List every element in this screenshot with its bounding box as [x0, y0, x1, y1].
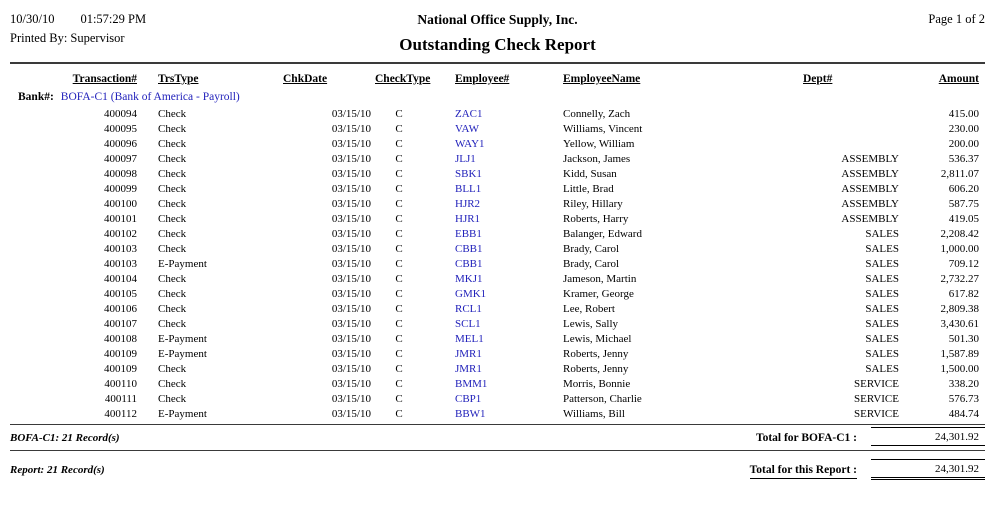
employee-name-cell: Brady, Carol	[563, 242, 620, 255]
trstype-cell: Check	[158, 287, 187, 300]
amount-cell: 338.20	[948, 377, 979, 390]
transaction-cell: 400102	[104, 227, 137, 240]
chkdate-cell: 03/15/10	[331, 347, 371, 360]
employee-link[interactable]: BLL1	[455, 182, 482, 195]
dept-cell	[803, 106, 905, 121]
employee-link[interactable]: JLJ1	[455, 152, 476, 165]
table-row	[10, 256, 985, 271]
trstype-cell: Check	[158, 167, 187, 180]
employee-link[interactable]: EBB1	[455, 227, 482, 240]
amount-cell: 617.82	[948, 287, 979, 300]
amount-cell: 200.00	[948, 137, 979, 150]
bank-link[interactable]: BOFA-C1 (Bank of America - Payroll)	[60, 91, 240, 103]
table-row	[10, 301, 985, 316]
checktype-cell: C	[395, 332, 403, 345]
chkdate-cell: 03/15/10	[331, 407, 371, 420]
chkdate-cell: 03/15/10	[331, 197, 371, 210]
employee-link[interactable]: RCL1	[455, 302, 482, 315]
transaction-cell: 400099	[104, 182, 137, 195]
table-row	[10, 151, 985, 166]
column-header-dept: Dept#	[803, 73, 833, 85]
employee-name-cell: Yellow, William	[563, 137, 635, 150]
dept-cell: SALES	[865, 227, 899, 240]
trstype-cell: Check	[158, 212, 187, 225]
dept-cell: SALES	[865, 317, 899, 330]
trstype-cell: E-Payment	[158, 332, 207, 345]
employee-name-cell: Patterson, Charlie	[563, 392, 642, 405]
employee-name-cell: Connelly, Zach	[563, 107, 631, 120]
trstype-cell: Check	[158, 317, 187, 330]
employee-link[interactable]: JMR1	[455, 362, 482, 375]
dept-cell: SERVICE	[854, 377, 899, 390]
employee-name-cell: Kramer, George	[563, 287, 634, 300]
amount-cell: 576.73	[948, 392, 979, 405]
bank-total-amount: 24,301.92	[871, 427, 985, 446]
trstype-cell: Check	[158, 122, 187, 135]
checktype-cell: C	[395, 167, 403, 180]
employee-name-cell: Brady, Carol	[563, 257, 620, 270]
checktype-cell: C	[395, 302, 403, 315]
dept-cell: SALES	[865, 362, 899, 375]
dept-cell	[803, 121, 905, 136]
report-total-amount: 24,301.92	[871, 459, 985, 480]
page-indicator: Page 1 of 2	[928, 12, 985, 26]
checktype-cell: C	[395, 257, 403, 270]
table-row	[10, 181, 985, 196]
dept-cell: ASSEMBLY	[841, 212, 899, 225]
column-header-trstype: TrsType	[158, 73, 199, 85]
bank-group-row	[10, 89, 985, 106]
employee-link[interactable]: HJR2	[455, 197, 481, 210]
employee-name-cell: Roberts, Jenny	[563, 347, 629, 360]
transaction-cell: 400103	[104, 257, 137, 270]
amount-cell: 709.12	[948, 257, 979, 270]
table-row	[10, 136, 985, 151]
employee-link[interactable]: GMK1	[455, 287, 487, 300]
transaction-cell: 400105	[104, 287, 137, 300]
report-header	[10, 10, 985, 55]
bank-label: Bank#:	[18, 91, 54, 103]
column-header-chkdate: ChkDate	[283, 73, 328, 85]
dept-cell: ASSEMBLY	[841, 182, 899, 195]
employee-link[interactable]: CBP1	[455, 392, 482, 405]
transaction-cell: 400112	[104, 407, 137, 420]
trstype-cell: Check	[158, 152, 187, 165]
trstype-cell: Check	[158, 137, 187, 150]
trstype-cell: Check	[158, 272, 187, 285]
bank-total-row	[10, 425, 985, 450]
table-row	[10, 376, 985, 391]
chkdate-cell: 03/15/10	[331, 377, 371, 390]
print-time: 01:57:29 PM	[80, 12, 147, 26]
transaction-cell: 400103	[104, 242, 137, 255]
chkdate-cell: 03/15/10	[331, 332, 371, 345]
amount-cell: 2,732.27	[940, 272, 979, 285]
employee-link[interactable]: MEL1	[455, 332, 484, 345]
chkdate-cell: 03/15/10	[331, 392, 371, 405]
totals-section	[10, 424, 985, 484]
column-header-amount: Amount	[938, 73, 979, 85]
dept-cell: SERVICE	[854, 407, 899, 420]
amount-cell: 2,208.42	[940, 227, 979, 240]
column-header-employee: Employee#	[455, 73, 510, 85]
table-row	[10, 406, 985, 421]
trstype-cell: Check	[158, 362, 187, 375]
bank-group-cell	[10, 89, 985, 106]
chkdate-cell: 03/15/10	[331, 227, 371, 240]
company-name: National Office Supply, Inc.	[417, 12, 578, 27]
transaction-cell: 400098	[104, 167, 137, 180]
amount-cell: 587.75	[948, 197, 979, 210]
checktype-cell: C	[395, 407, 403, 420]
chkdate-cell: 03/15/10	[331, 362, 371, 375]
transaction-cell: 400109	[104, 347, 137, 360]
report-title: Outstanding Check Report	[399, 35, 596, 54]
employee-name-cell: Williams, Bill	[563, 407, 625, 420]
table-row	[10, 271, 985, 286]
checktype-cell: C	[395, 287, 403, 300]
amount-cell: 536.37	[948, 152, 979, 165]
table-row	[10, 316, 985, 331]
checktype-cell: C	[395, 347, 403, 360]
employee-name-cell: Kidd, Susan	[563, 167, 617, 180]
header-divider	[10, 62, 985, 64]
chkdate-cell: 03/15/10	[331, 242, 371, 255]
chkdate-cell: 03/15/10	[331, 122, 371, 135]
employee-name-cell: Morris, Bonnie	[563, 377, 631, 390]
employee-name-cell: Roberts, Jenny	[563, 362, 629, 375]
transaction-cell: 400100	[104, 197, 137, 210]
employee-name-cell: Roberts, Harry	[563, 212, 629, 225]
table-row	[10, 106, 985, 121]
employee-name-cell: Lewis, Sally	[563, 317, 618, 330]
dept-cell: SALES	[865, 257, 899, 270]
trstype-cell: Check	[158, 227, 187, 240]
dept-cell: ASSEMBLY	[841, 167, 899, 180]
trstype-cell: Check	[158, 302, 187, 315]
table-row	[10, 241, 985, 256]
employee-name-cell: Williams, Vincent	[563, 122, 643, 135]
amount-cell: 606.20	[948, 182, 979, 195]
report-record-count: Report: 21 Record(s)	[10, 464, 105, 476]
trstype-cell: Check	[158, 197, 187, 210]
trstype-cell: E-Payment	[158, 347, 207, 360]
checktype-cell: C	[395, 107, 403, 120]
table-row	[10, 166, 985, 181]
table-row	[10, 286, 985, 301]
amount-cell: 415.00	[948, 107, 979, 120]
report-table-body	[10, 89, 985, 421]
transaction-cell: 400111	[104, 392, 137, 405]
transaction-cell: 400097	[104, 152, 137, 165]
employee-name-cell: Lewis, Michael	[563, 332, 632, 345]
employee-link[interactable]: VAW	[455, 122, 479, 135]
dept-cell: SALES	[865, 287, 899, 300]
transaction-cell: 400104	[104, 272, 137, 285]
chkdate-cell: 03/15/10	[331, 182, 371, 195]
dept-cell: SALES	[865, 302, 899, 315]
employee-name-cell: Riley, Hillary	[563, 197, 623, 210]
checktype-cell: C	[395, 182, 403, 195]
checktype-cell: C	[395, 152, 403, 165]
dept-cell: SALES	[865, 272, 899, 285]
table-row	[10, 391, 985, 406]
table-row	[10, 331, 985, 346]
employee-name-cell: Balanger, Edward	[563, 227, 642, 240]
transaction-cell: 400106	[104, 302, 137, 315]
employee-name-cell: Jackson, James	[563, 152, 631, 165]
transaction-cell: 400107	[104, 317, 137, 330]
chkdate-cell: 03/15/10	[331, 167, 371, 180]
chkdate-cell: 03/15/10	[331, 272, 371, 285]
employee-name-cell: Jameson, Martin	[563, 272, 637, 285]
trstype-cell: Check	[158, 377, 187, 390]
employee-link[interactable]: CBB1	[455, 257, 483, 270]
checktype-cell: C	[395, 377, 403, 390]
amount-cell: 230.00	[948, 122, 979, 135]
chkdate-cell: 03/15/10	[331, 287, 371, 300]
employee-name-cell: Little, Brad	[563, 182, 614, 195]
column-header-checktype: CheckType	[375, 73, 431, 85]
amount-cell: 1,500.00	[940, 362, 979, 375]
checktype-cell: C	[395, 212, 403, 225]
amount-cell: 1,000.00	[940, 242, 979, 255]
amount-cell: 3,430.61	[940, 317, 979, 330]
header-left	[10, 10, 220, 48]
dept-cell: SERVICE	[854, 392, 899, 405]
transaction-cell: 400095	[104, 122, 137, 135]
employee-link[interactable]: JMR1	[455, 347, 482, 360]
checktype-cell: C	[395, 272, 403, 285]
dept-cell: SALES	[865, 347, 899, 360]
employee-link[interactable]: WAY1	[455, 137, 485, 150]
checktype-cell: C	[395, 197, 403, 210]
report-total-row	[10, 451, 985, 484]
employee-link[interactable]: HJR1	[455, 212, 481, 225]
transaction-cell: 400109	[104, 362, 137, 375]
bank-record-count: BOFA-C1: 21 Record(s)	[10, 432, 120, 444]
chkdate-cell: 03/15/10	[331, 317, 371, 330]
table-row	[10, 211, 985, 226]
checktype-cell: C	[395, 137, 403, 150]
report-total-label: Total for this Report :	[750, 459, 857, 479]
bank-total-label: Total for BOFA-C1 :	[755, 432, 857, 444]
printed-by: Printed By: Supervisor	[10, 30, 125, 45]
trstype-cell: E-Payment	[158, 257, 207, 270]
chkdate-cell: 03/15/10	[331, 137, 371, 150]
employee-name-cell: Lee, Robert	[563, 302, 615, 315]
amount-cell: 501.30	[948, 332, 979, 345]
transaction-cell: 400101	[104, 212, 137, 225]
checktype-cell: C	[395, 122, 403, 135]
employee-link[interactable]: SCL1	[455, 317, 481, 330]
employee-link[interactable]: BMM1	[455, 377, 488, 390]
dept-cell	[803, 136, 905, 151]
employee-link[interactable]: BBW1	[455, 407, 486, 420]
employee-link[interactable]: SBK1	[455, 167, 482, 180]
checktype-cell: C	[395, 392, 403, 405]
chkdate-cell: 03/15/10	[331, 107, 371, 120]
column-header-employeename: EmployeeName	[563, 73, 641, 85]
trstype-cell: Check	[158, 392, 187, 405]
dept-cell: ASSEMBLY	[841, 152, 899, 165]
trstype-cell: Check	[158, 107, 187, 120]
print-datetime	[10, 10, 220, 29]
transaction-cell: 400108	[104, 332, 137, 345]
column-header-row	[10, 70, 985, 89]
checktype-cell: C	[395, 362, 403, 375]
employee-link[interactable]: ZAC1	[455, 107, 483, 120]
dept-cell: SALES	[865, 242, 899, 255]
column-header-transaction: Transaction#	[72, 73, 137, 85]
table-row	[10, 226, 985, 241]
chkdate-cell: 03/15/10	[331, 152, 371, 165]
amount-cell: 1,587.89	[940, 347, 979, 360]
chkdate-cell: 03/15/10	[331, 212, 371, 225]
transaction-cell: 400096	[104, 137, 137, 150]
checktype-cell: C	[395, 317, 403, 330]
trstype-cell: Check	[158, 242, 187, 255]
dept-cell: SALES	[865, 332, 899, 345]
checktype-cell: C	[395, 242, 403, 255]
transaction-cell: 400110	[104, 377, 137, 390]
table-row	[10, 196, 985, 211]
chkdate-cell: 03/15/10	[331, 257, 371, 270]
employee-link[interactable]: CBB1	[455, 242, 483, 255]
table-row	[10, 121, 985, 136]
amount-cell: 419.05	[948, 212, 979, 225]
amount-cell: 2,811.07	[940, 167, 979, 180]
chkdate-cell: 03/15/10	[331, 302, 371, 315]
trstype-cell: E-Payment	[158, 407, 207, 420]
dept-cell: ASSEMBLY	[841, 197, 899, 210]
transaction-cell: 400094	[104, 107, 137, 120]
amount-cell: 484.74	[948, 407, 979, 420]
table-row	[10, 361, 985, 376]
report-table	[10, 70, 985, 421]
trstype-cell: Check	[158, 182, 187, 195]
amount-cell: 2,809.38	[940, 302, 979, 315]
table-row	[10, 346, 985, 361]
print-date: 10/30/10	[10, 12, 55, 26]
employee-link[interactable]: MKJ1	[455, 272, 483, 285]
checktype-cell: C	[395, 227, 403, 240]
header-center	[220, 10, 775, 55]
